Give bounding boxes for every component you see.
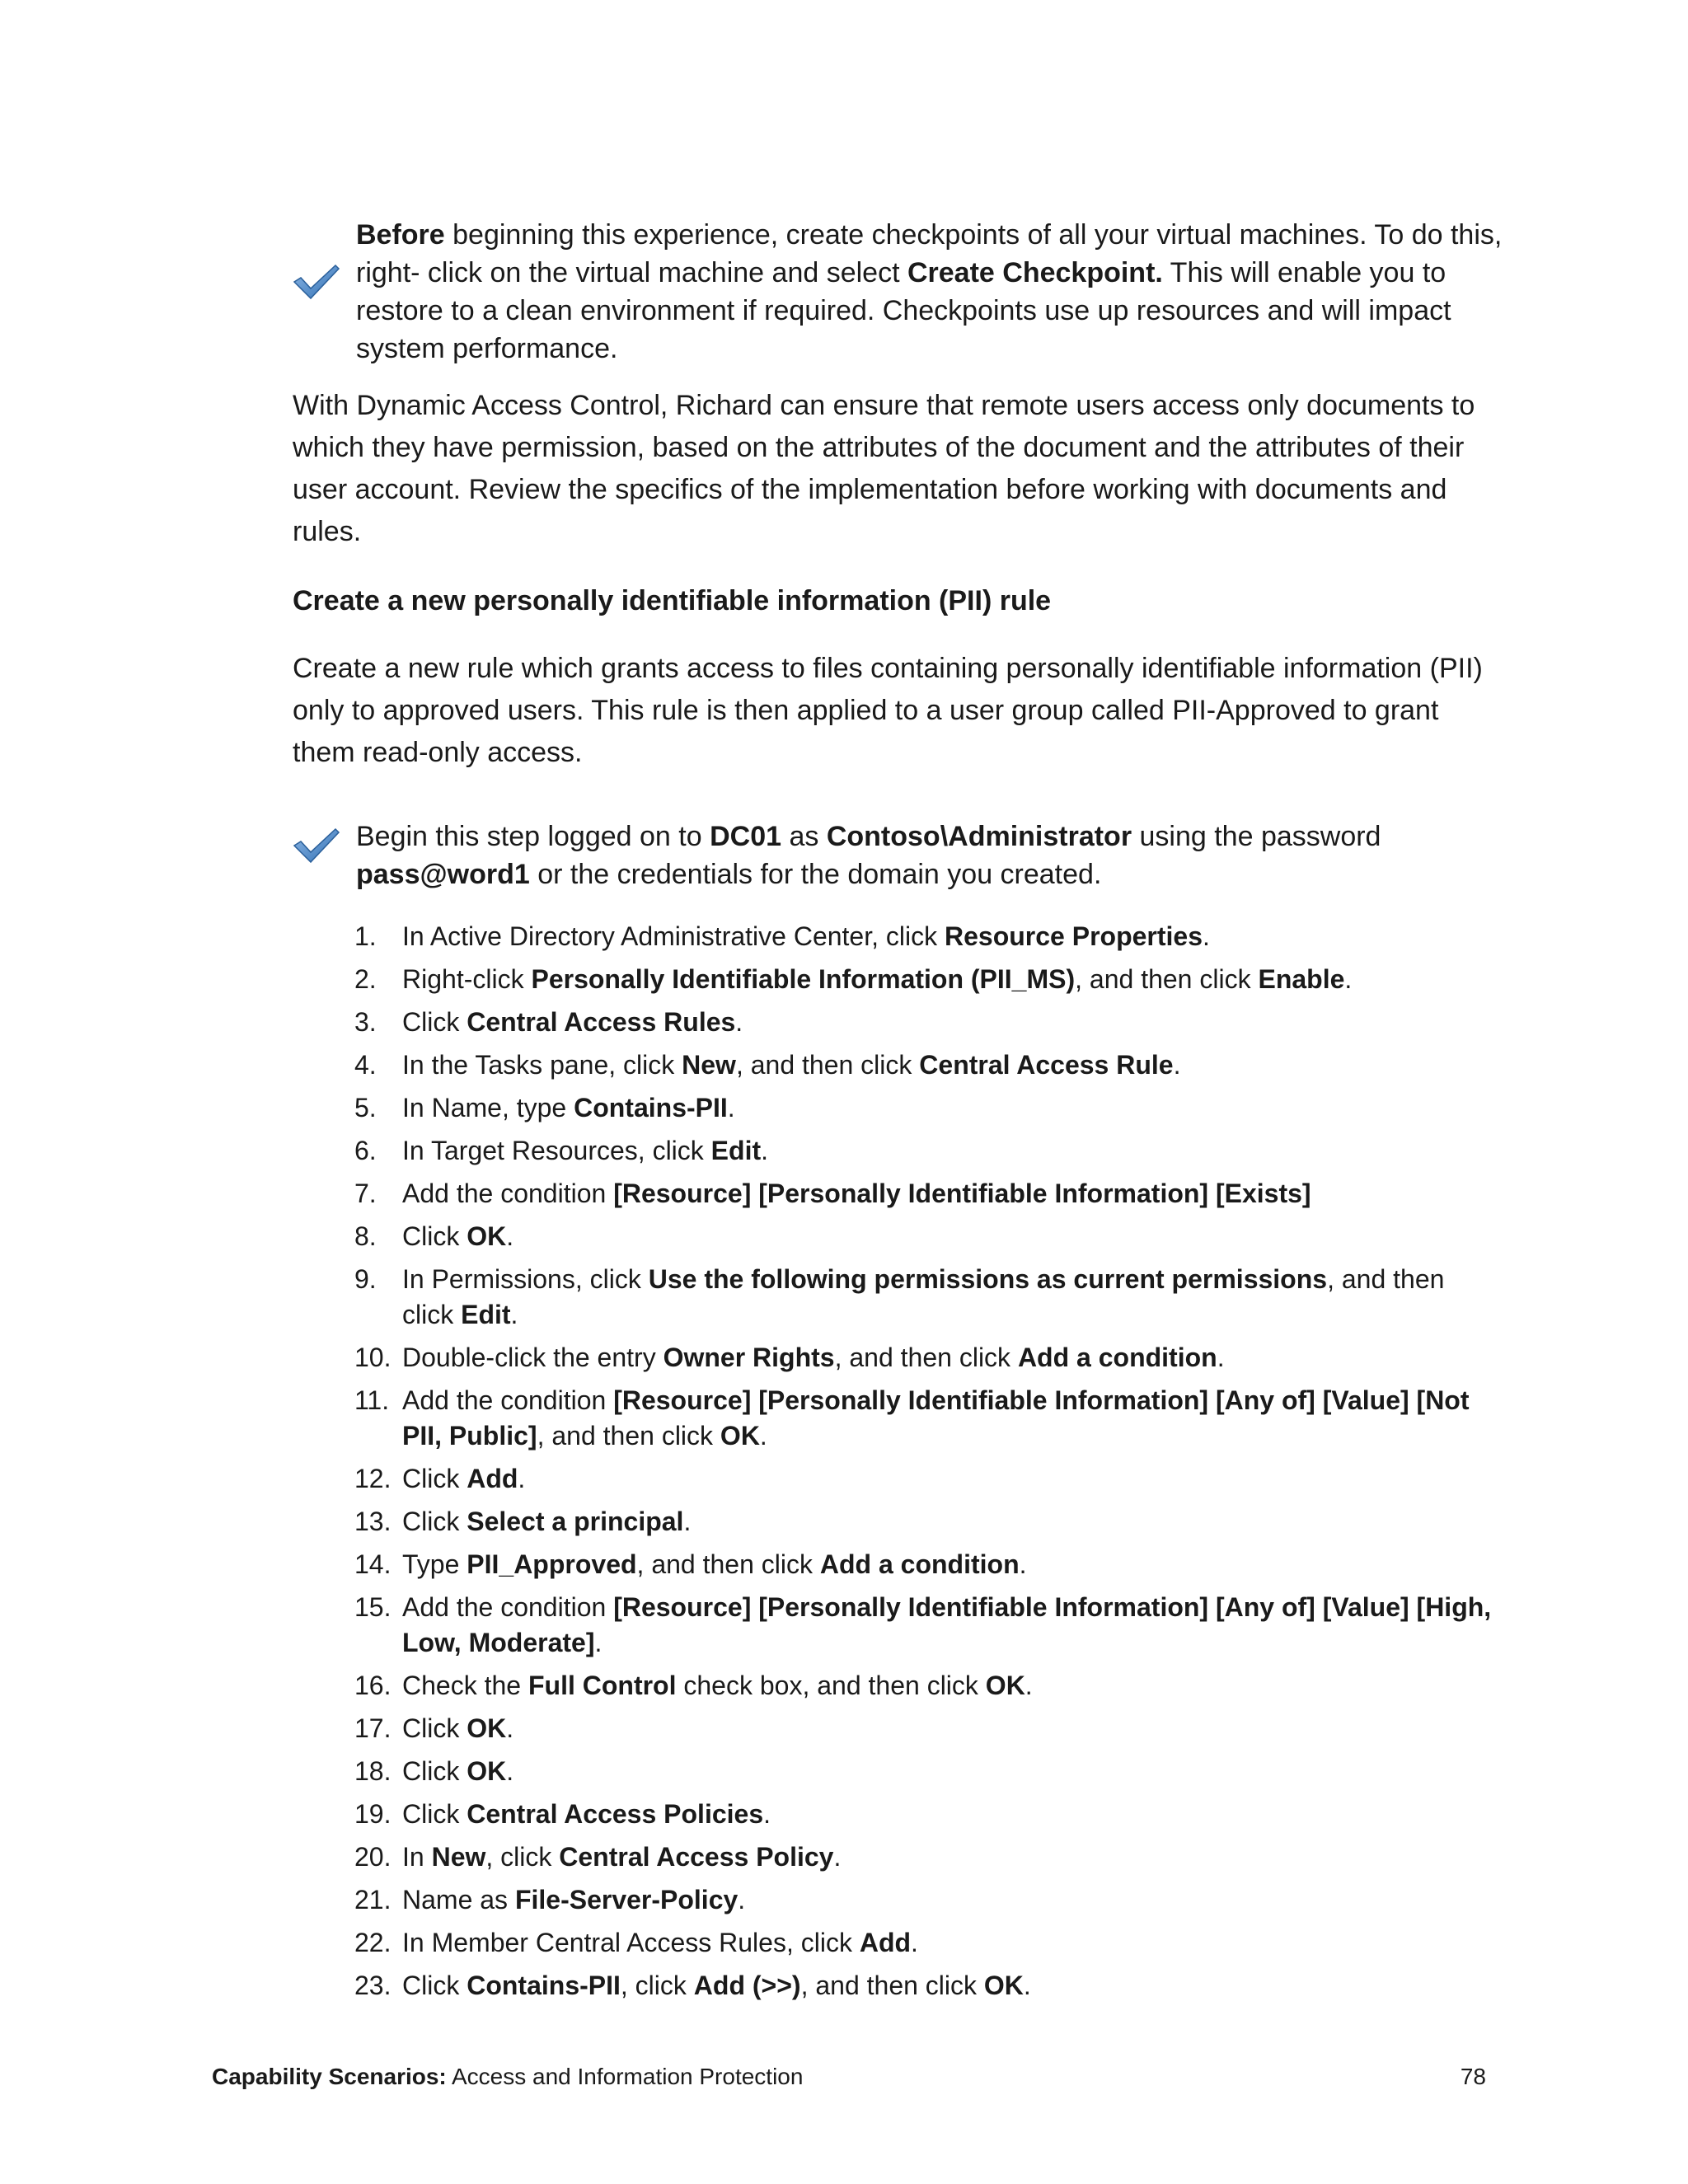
step-text: . [1019,1549,1027,1579]
step-item [354,1968,1492,2004]
step-item [354,1711,1492,1746]
logon-text-1: Begin this step logged on to [356,821,710,852]
logon-text-3: using the password [1132,821,1381,852]
step-number: 21. [354,1885,392,1915]
step-emphasis: Personally Identifiable Information (PII_MS) [531,964,1076,994]
step-text: , and then click [800,1971,984,2000]
step-number: 14. [354,1549,392,1579]
step-text: In Name, type [402,1093,574,1122]
step-text: Add the condition [402,1385,614,1415]
step-number: 6. [354,1136,377,1165]
page-footer [212,2062,1486,2092]
step-number: 9. [354,1264,377,1294]
step-text: . [763,1799,771,1829]
step-text: , and then click [636,1549,820,1579]
step-item [354,1047,1492,1083]
step-item [354,1504,1492,1540]
step-text: . [735,1007,743,1037]
step-text: . [833,1842,842,1872]
step-number: 22. [354,1928,392,1957]
step-text: In [402,1842,432,1872]
step-number: 5. [354,1093,377,1122]
step-number: 12. [354,1464,392,1493]
step-number: 10. [354,1343,392,1372]
step-item [354,1754,1492,1789]
step-text: In Permissions, click [402,1264,649,1294]
step-number: 23. [354,1971,392,2000]
checkpoint-note [293,216,1504,368]
step-emphasis: Full Control [528,1671,677,1700]
step-emphasis: Add [859,1928,912,1957]
checkmark-icon [293,827,340,864]
step-emphasis: [Resource] [Personally Identifiable Information] [Any of] [Value] [High, Low, Moderate] [402,1592,1492,1657]
step-emphasis: Owner Rights [663,1343,835,1372]
step-item [354,962,1492,997]
step-text: Click [402,1713,467,1743]
step-emphasis: New [431,1842,486,1872]
section-paragraph: Create a new rule which grants access to files containing personally identifiable information (PII) only to approved users. This rule is then applied to a user group called PII-Approved to grant them read-only access. [293,653,1483,768]
step-text: , and then click [537,1421,720,1451]
step-emphasis: Add a condition [819,1549,1020,1579]
page-number: 78 [1460,2064,1486,2089]
step-emphasis: Edit [461,1300,511,1329]
step-text: In the Tasks pane, click [402,1050,682,1080]
step-number: 15. [354,1592,392,1622]
step-item [354,1547,1492,1582]
step-emphasis: [Resource] [Personally Identifiable Information] [Exists] [613,1179,1311,1208]
footer-section [212,2064,803,2089]
step-text: Name as [402,1885,515,1915]
note-text-part-2: This will enable you to restore to a clean environment if required. Checkpoints use up resources and will impact system performance. [356,257,1451,364]
footer-section-text: Access and Information Protection [446,2064,804,2089]
logon-text-2: as [781,821,827,852]
step-item [354,1797,1492,1832]
logon-note-text [356,818,1504,893]
step-emphasis: Add (>>) [693,1971,801,2000]
step-item [354,1176,1492,1212]
step-emphasis: OK [467,1713,507,1743]
step-number: 3. [354,1007,377,1037]
step-text: . [1023,1971,1031,2000]
step-text: , and then click [834,1343,1018,1372]
step-text: Click [402,1464,467,1493]
step-item [354,1840,1492,1875]
step-item [354,1133,1492,1169]
logon-text-4: or the credentials for the domain you created. [529,859,1102,890]
step-text: . [506,1221,514,1251]
step-item [354,1383,1492,1454]
password-value: pass@word1 [356,859,530,890]
step-item [354,1262,1492,1333]
step-text: , and then click [735,1050,920,1080]
step-emphasis: Central Access Policies [467,1799,764,1829]
step-text: . [727,1093,735,1122]
step-emphasis: PII_Approved [467,1549,637,1579]
step-number: 20. [354,1842,392,1872]
step-item [354,1590,1492,1661]
step-emphasis: Contains-PII [574,1093,728,1122]
step-text: In Active Directory Administrative Center, click [402,921,945,951]
step-number: 1. [354,921,377,951]
step-emphasis: Enable [1258,964,1345,994]
step-text: . [594,1628,603,1657]
step-emphasis: Add [467,1464,518,1493]
step-text: , click [620,1971,694,2000]
step-text: . [761,1136,768,1165]
step-number: 7. [354,1179,377,1208]
step-text: Click [402,1799,467,1829]
step-item [354,1668,1492,1704]
step-number: 17. [354,1713,392,1743]
step-text: . [510,1300,518,1329]
step-emphasis: Edit [710,1136,762,1165]
step-text: Add the condition [402,1179,614,1208]
step-number: 16. [354,1671,392,1700]
step-text: Type [402,1549,467,1579]
server-name: DC01 [710,821,782,852]
step-text: , and then click [1075,964,1259,994]
step-item [354,1882,1492,1918]
step-text: In Member Central Access Rules, click [402,1928,860,1957]
step-text: . [518,1464,526,1493]
step-text: . [1203,921,1210,951]
step-item [354,1461,1492,1497]
footer-section-bold: Capability Scenarios: [212,2064,447,2089]
intro-paragraph: With Dynamic Access Control, Richard can ensure that remote users access only documents to which they have permission, based on the attributes of the document and the attributes of their user account. Review the specifics of the implementation before working with documents and rules. [293,390,1475,547]
step-text: . [911,1928,918,1957]
step-text: check box, and then click [676,1671,986,1700]
step-text: , click [485,1842,560,1872]
section-heading: Create a new personally identifiable information (PII) rule [293,585,1052,616]
step-number: 2. [354,964,377,994]
step-emphasis: Central Access Rules [467,1007,736,1037]
step-text: Double-click the entry [402,1343,663,1372]
step-text: Click [402,1756,467,1786]
step-item [354,1090,1492,1126]
step-item [354,1005,1492,1040]
step-text: . [1217,1343,1225,1372]
logon-note [293,818,1504,893]
step-text: , and then click [402,1264,1445,1329]
step-emphasis: New [682,1050,736,1080]
note-text-part-1: beginning this experience, create checkpoints of all your virtual machines. To do this, right- click on the virtual machine and select [356,219,1503,288]
step-text: Click [402,1507,467,1536]
step-text: . [738,1885,746,1915]
step-number: 11. [354,1385,390,1415]
step-emphasis: OK [985,1671,1025,1700]
create-checkpoint-label: Create Checkpoint. [907,257,1163,288]
step-text: Add the condition [402,1592,614,1622]
steps-list [354,919,1492,2011]
step-emphasis: [Resource] [Personally Identifiable Information] [Any of] [Value] [Not PII, Public] [402,1385,1470,1451]
step-item [354,1340,1492,1376]
step-text: . [1173,1050,1181,1080]
step-text: . [1344,964,1353,994]
step-number: 4. [354,1050,377,1080]
step-text: . [506,1756,514,1786]
step-emphasis: Contains-PII [467,1971,621,2000]
step-text: Click [402,1221,467,1251]
step-text: In Target Resources, click [402,1136,711,1165]
step-emphasis: Central Access Rule [919,1050,1174,1080]
step-emphasis: Use the following permissions as current permissions [648,1264,1328,1294]
step-text: Right-click [402,964,532,994]
step-emphasis: File-Server-Policy [514,1885,738,1915]
step-text: . [683,1507,692,1536]
step-emphasis: Select a principal [467,1507,684,1536]
checkpoint-note-text [356,216,1504,368]
step-emphasis: OK [720,1421,760,1451]
step-emphasis: OK [467,1221,507,1251]
step-number: 8. [354,1221,377,1251]
step-emphasis: Resource Properties [945,921,1203,951]
step-emphasis: Central Access Policy [559,1842,834,1872]
step-number: 18. [354,1756,392,1786]
step-text: . [1025,1671,1033,1700]
step-number: 19. [354,1799,392,1829]
step-item [354,1925,1492,1961]
step-text: . [759,1421,767,1451]
step-item [354,919,1492,954]
step-emphasis: Add a condition [1017,1343,1217,1372]
account-name: Contoso\Administrator [826,821,1132,852]
step-number: 13. [354,1507,392,1536]
step-text: Check the [402,1671,528,1700]
step-text: . [506,1713,514,1743]
step-text: Click [402,1007,467,1037]
checkmark-icon [293,264,340,300]
before-label: Before [356,219,445,251]
step-emphasis: OK [467,1756,507,1786]
step-emphasis: OK [983,1971,1024,2000]
step-item [354,1219,1492,1254]
step-text: Click [402,1971,467,2000]
